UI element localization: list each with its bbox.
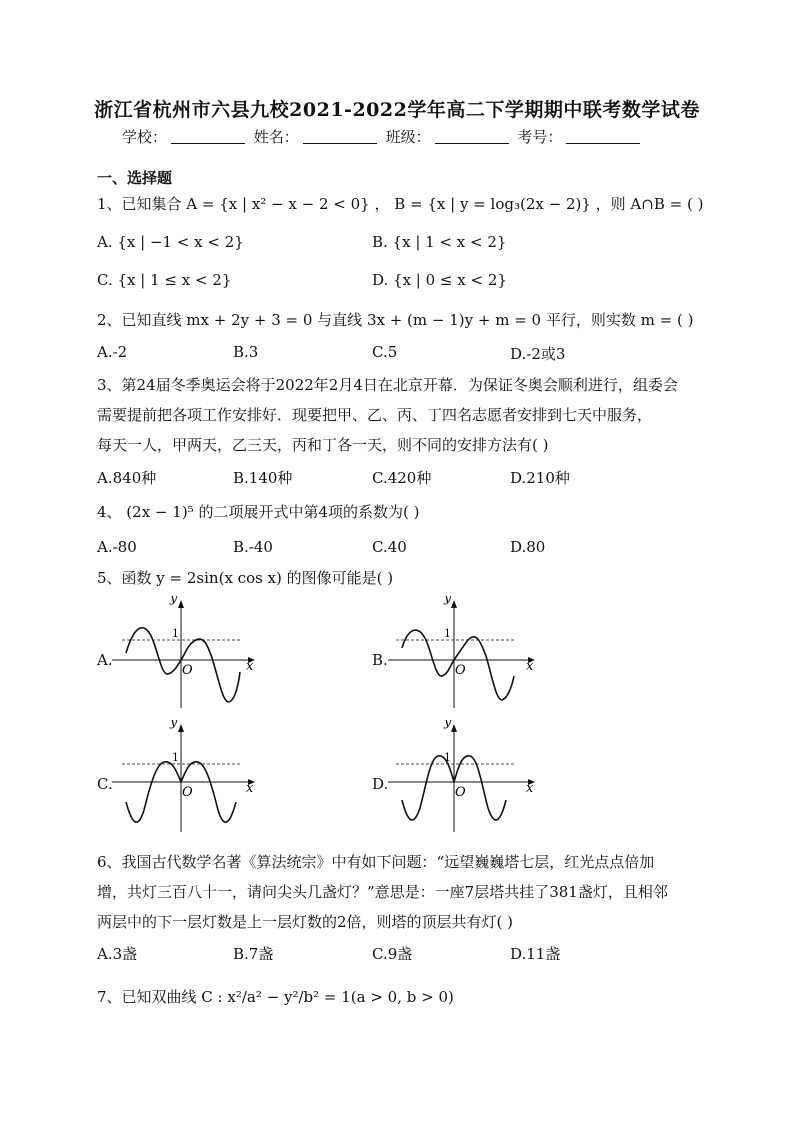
q6-line-3: 两层中的下一层灯数是上一层灯数的2倍，则塔的顶层共有灯( ) <box>97 913 514 931</box>
x-axis-label: x <box>246 659 254 674</box>
class-blank <box>435 129 509 144</box>
q7-stem: 7、已知双曲线 C : x²/a² − y²/b² = 1(a > 0, b > 0) <box>97 988 454 1006</box>
class-label: 班级： <box>385 128 431 146</box>
q4-option-d: D.80 <box>510 538 546 556</box>
q1-option-b: B. {x | 1 < x < 2} <box>372 233 507 251</box>
origin-label: O <box>455 663 466 678</box>
q3-option-d: D.210种 <box>510 469 570 487</box>
origin-label: O <box>182 785 193 800</box>
q5-graph-d <box>388 720 538 838</box>
y-axis-label: y <box>170 720 178 730</box>
q1-stem: 1、已知集合 A = {x | x² − x − 2 < 0} ， B = {x | y = log₃(2x − 2)} ，则 A∩B = ( ) <box>97 195 704 213</box>
y-axis-label: y <box>444 720 452 730</box>
exam-no-label: 考号： <box>517 128 563 146</box>
q3-line-3: 每天一人，甲两天，乙三天，丙和丁各一天，则不同的安排方法有( ) <box>97 436 549 454</box>
q4-option-b: B.-40 <box>233 538 273 556</box>
q1-option-d: D. {x | 0 ≤ x < 2} <box>372 271 507 289</box>
q6-line-2: 增，共灯三百八十一，请问尖头几盏灯？”意思是：一座7层塔共挂了381盏灯，且相邻 <box>97 883 668 901</box>
q2-option-a: A.-2 <box>97 343 128 361</box>
origin-label: O <box>455 785 466 800</box>
tick-one-label: 1 <box>172 627 179 640</box>
origin-label: O <box>182 663 193 678</box>
q6-line-1: 6、我国古代数学名著《算法统宗》中有如下问题：“远望巍巍塔七层，红光点点倍加 <box>97 853 655 871</box>
exam-title: 浙江省杭州市六县九校2021-2022学年高二下学期期中联考数学试卷 <box>94 99 700 121</box>
section-heading: 一、选择题 <box>97 169 173 187</box>
q1-option-c: C. {x | 1 ≤ x < 2} <box>97 271 232 289</box>
q5-option-a: A. <box>97 651 113 669</box>
y-axis-label: y <box>444 596 452 606</box>
q4-option-c: C.40 <box>372 538 407 556</box>
x-axis-label: x <box>246 781 254 796</box>
y-axis-label: y <box>170 596 178 606</box>
q4-stem: 4、 (2x − 1)⁵ 的二项展开式中第4项的系数为( ) <box>97 503 420 521</box>
q3-line-1: 3、第24届冬季奥运会将于2022年2月4日在北京开幕．为保证冬奥会顺利进行，组委会 <box>97 376 678 394</box>
q3-option-b: B.140种 <box>233 469 293 487</box>
school-blank <box>171 129 245 144</box>
q5-graph-a <box>112 596 262 714</box>
q5-stem: 5、函数 y = 2sin(x cos x) 的图像可能是( ) <box>97 569 394 587</box>
q2-stem: 2、已知直线 mx + 2y + 3 = 0 与直线 3x + (m − 1)y + m = 0 平行，则实数 m = ( ) <box>97 311 694 329</box>
q6-option-c: C.9盏 <box>372 945 413 963</box>
tick-one-label: 1 <box>444 627 451 640</box>
q3-line-2: 需要提前把各项工作安排好．现要把甲、乙、丙、丁四名志愿者安排到七天中服务， <box>97 406 653 424</box>
q5-graph-b <box>388 596 538 714</box>
school-label: 学校： <box>122 128 168 146</box>
q5-option-d: D. <box>372 775 389 793</box>
q5-option-c: C. <box>97 775 113 793</box>
q6-option-d: D.11盏 <box>510 945 561 963</box>
exam-no-blank <box>566 129 640 144</box>
q1-option-a: A. {x | −1 < x < 2} <box>97 233 244 251</box>
q3-option-a: A.840种 <box>97 469 157 487</box>
q5-option-b: B. <box>372 651 388 669</box>
q2-option-c: C.5 <box>372 343 398 361</box>
q4-option-a: A.-80 <box>97 538 137 556</box>
name-label: 姓名： <box>253 128 299 146</box>
q5-graph-c <box>112 720 262 838</box>
q6-option-b: B.7盏 <box>233 945 274 963</box>
tick-one-label: 1 <box>172 751 179 764</box>
tick-one-label: 1 <box>444 751 451 764</box>
x-axis-label: x <box>526 659 534 674</box>
q2-option-d: D.-2或3 <box>510 345 566 363</box>
name-blank <box>303 129 377 144</box>
student-info-line <box>122 126 644 147</box>
q2-option-b: B.3 <box>233 343 259 361</box>
x-axis-label: x <box>526 781 534 796</box>
q6-option-a: A.3盏 <box>97 945 138 963</box>
q3-option-c: C.420种 <box>372 469 432 487</box>
